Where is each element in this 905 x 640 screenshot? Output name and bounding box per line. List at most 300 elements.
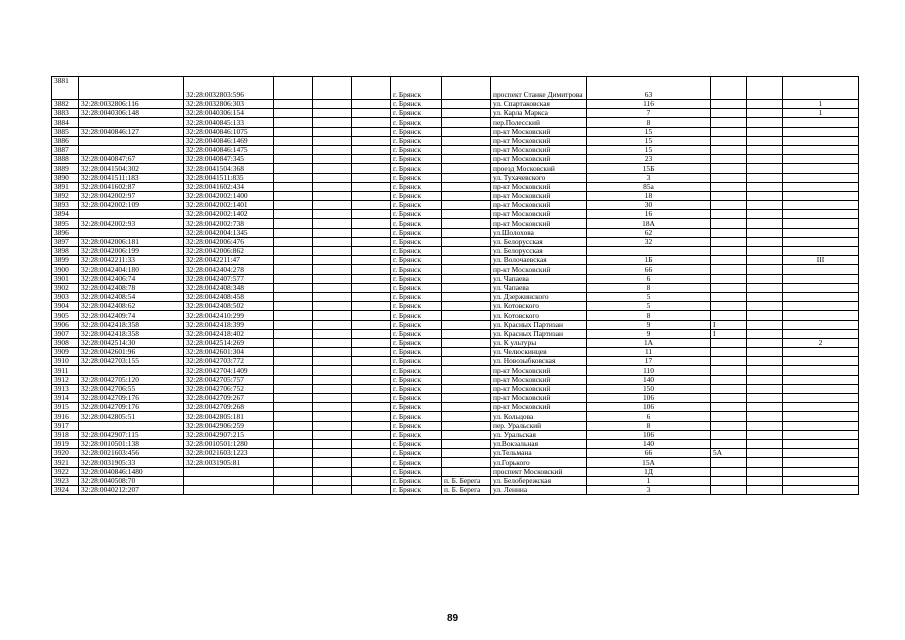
old-cadastral-number: 32:28:0042601:96 [79, 348, 184, 357]
street-cell: ул. Новозыбковская [491, 357, 587, 366]
building-letter-cell [711, 421, 747, 430]
empty-cell [313, 145, 352, 154]
street-cell: пр-кт Московский [491, 210, 587, 219]
house-number-cell: 15Б [587, 164, 711, 173]
empty-cell [352, 366, 391, 375]
city-cell: г. Брянск [391, 467, 442, 476]
table-row [52, 219, 859, 228]
empty-cell [313, 100, 352, 109]
district-cell [442, 357, 491, 366]
table-row [52, 201, 859, 210]
row-number: 3910 [52, 357, 79, 366]
empty-cell [747, 256, 783, 265]
building-letter-cell: I [711, 320, 747, 329]
table-row [52, 247, 859, 256]
empty-cell [352, 136, 391, 145]
house-number-cell: 15 [587, 136, 711, 145]
extra-number-cell [783, 265, 859, 274]
empty-cell [313, 164, 352, 173]
empty-cell [352, 210, 391, 219]
empty-cell [274, 311, 313, 320]
city-cell: г. Брянск [391, 100, 442, 109]
house-number-cell: 5 [587, 302, 711, 311]
building-letter-cell [711, 412, 747, 421]
empty-cell [352, 421, 391, 430]
empty-cell [313, 375, 352, 384]
empty-cell [352, 292, 391, 301]
city-cell: г. Брянск [391, 292, 442, 301]
district-cell [442, 458, 491, 467]
empty-cell [313, 329, 352, 338]
empty-cell [352, 274, 391, 283]
old-cadastral-number: 32:28:0040212:207 [79, 485, 184, 494]
empty-cell [747, 210, 783, 219]
old-cadastral-number: 32:28:0040306:148 [79, 109, 184, 118]
cadastral-number: 32:28:0040845:133 [184, 118, 274, 127]
empty-cell [747, 476, 783, 485]
street-cell: ул. Кольцова [491, 412, 587, 421]
empty-cell [274, 77, 313, 100]
row-number: 3894 [52, 210, 79, 219]
cadastral-number: 32:28:0042709:267 [184, 394, 274, 403]
building-letter-cell [711, 182, 747, 191]
empty-cell [313, 210, 352, 219]
district-cell [442, 283, 491, 292]
old-cadastral-number: 32:28:0042805:51 [79, 412, 184, 421]
row-number: 3918 [52, 430, 79, 439]
building-letter-cell [711, 77, 747, 100]
building-letter-cell: 5А [711, 449, 747, 458]
table-row [52, 421, 859, 430]
empty-cell [274, 338, 313, 347]
city-cell: г. Брянск [391, 283, 442, 292]
empty-cell [747, 201, 783, 210]
old-cadastral-number: 32:28:0042418:358 [79, 329, 184, 338]
building-letter-cell [711, 357, 747, 366]
district-cell [442, 329, 491, 338]
empty-cell [352, 320, 391, 329]
empty-cell [274, 118, 313, 127]
street-cell: пр-кт Московский [491, 136, 587, 145]
street-cell: ул. Красных Партизан [491, 329, 587, 338]
empty-cell [313, 366, 352, 375]
cadastral-number: 32:28:0042002:1402 [184, 210, 274, 219]
empty-cell [274, 201, 313, 210]
table-row [52, 375, 859, 384]
cadastral-number: 32:28:0031905:81 [184, 458, 274, 467]
empty-cell [274, 467, 313, 476]
house-number-cell: 9 [587, 320, 711, 329]
extra-number-cell [783, 366, 859, 375]
district-cell [442, 256, 491, 265]
empty-cell [313, 109, 352, 118]
extra-number-cell [783, 476, 859, 485]
empty-cell [747, 302, 783, 311]
house-number-cell: 9 [587, 329, 711, 338]
cadastral-number: 32:28:0042906:259 [184, 421, 274, 430]
street-cell: проспект Станке Димитрова [491, 77, 587, 100]
street-cell: ул.Вокзальная [491, 439, 587, 448]
cadastral-number: 32:28:0042408:458 [184, 292, 274, 301]
old-cadastral-number: 32:28:0042404:180 [79, 265, 184, 274]
empty-cell [747, 145, 783, 154]
empty-cell [747, 182, 783, 191]
cadastral-number: 32:28:0040846:1469 [184, 136, 274, 145]
empty-cell [274, 485, 313, 494]
house-number-cell: 1Д [587, 467, 711, 476]
empty-cell [274, 265, 313, 274]
empty-cell [274, 329, 313, 338]
old-cadastral-number: 32:28:0042006:199 [79, 247, 184, 256]
empty-cell [274, 449, 313, 458]
house-number-cell: 11 [587, 348, 711, 357]
cadastral-number: 32:28:0040306:154 [184, 109, 274, 118]
city-cell: г. Брянск [391, 237, 442, 246]
empty-cell [747, 228, 783, 237]
street-cell: проезд Московский [491, 164, 587, 173]
city-cell: г. Брянск [391, 127, 442, 136]
house-number-cell: 66 [587, 265, 711, 274]
house-number-cell: 150 [587, 384, 711, 393]
empty-cell [313, 274, 352, 283]
empty-cell [313, 458, 352, 467]
street-cell: ул. Тухачевского [491, 173, 587, 182]
old-cadastral-number: 32:28:0042211:33 [79, 256, 184, 265]
empty-cell [747, 136, 783, 145]
house-number-cell: 62 [587, 228, 711, 237]
street-cell: ул.Тельмана [491, 449, 587, 458]
district-cell [442, 311, 491, 320]
empty-cell [274, 219, 313, 228]
cadastral-number: 32:28:0042706:752 [184, 384, 274, 393]
row-number: 3924 [52, 485, 79, 494]
empty-cell [747, 485, 783, 494]
street-cell: пр-кт Московский [491, 145, 587, 154]
table-row [52, 320, 859, 329]
empty-cell [313, 173, 352, 182]
table-row [52, 384, 859, 393]
empty-cell [274, 357, 313, 366]
city-cell: г. Брянск [391, 375, 442, 384]
street-cell: пр-кт Московский [491, 366, 587, 375]
empty-cell [274, 191, 313, 200]
building-letter-cell [711, 283, 747, 292]
empty-cell [313, 256, 352, 265]
cadastral-number: 32:28:0042211:47 [184, 256, 274, 265]
city-cell: г. Брянск [391, 219, 442, 228]
house-number-cell: 30 [587, 201, 711, 210]
empty-cell [352, 109, 391, 118]
city-cell: г. Брянск [391, 302, 442, 311]
street-cell: пр-кт Московский [491, 155, 587, 164]
district-cell [442, 173, 491, 182]
house-number-cell: 15 [587, 145, 711, 154]
extra-number-cell [783, 136, 859, 145]
old-cadastral-number: 32:28:0042709:176 [79, 403, 184, 412]
empty-cell [313, 292, 352, 301]
old-cadastral-number: 32:28:0042706:55 [79, 384, 184, 393]
district-cell [442, 302, 491, 311]
old-cadastral-number [79, 77, 184, 100]
cadastral-number: 32:28:0042004:1345 [184, 228, 274, 237]
empty-cell [747, 164, 783, 173]
row-number: 3917 [52, 421, 79, 430]
building-letter-cell [711, 145, 747, 154]
building-letter-cell [711, 403, 747, 412]
cadastral-number [184, 467, 274, 476]
empty-cell [313, 421, 352, 430]
row-number: 3916 [52, 412, 79, 421]
row-number: 3881 [52, 77, 79, 100]
empty-cell [352, 219, 391, 228]
empty-cell [747, 247, 783, 256]
empty-cell [352, 375, 391, 384]
extra-number-cell [783, 283, 859, 292]
table-row [52, 145, 859, 154]
table-row [52, 403, 859, 412]
city-cell: г. Брянск [391, 173, 442, 182]
extra-number-cell [783, 77, 859, 100]
district-cell [442, 348, 491, 357]
city-cell: г. Брянск [391, 136, 442, 145]
empty-cell [352, 237, 391, 246]
house-number-cell: 7 [587, 109, 711, 118]
table-row [52, 136, 859, 145]
empty-cell [313, 439, 352, 448]
empty-cell [274, 247, 313, 256]
district-cell [442, 182, 491, 191]
old-cadastral-number [79, 366, 184, 375]
cadastral-number: 32:28:0042703:772 [184, 357, 274, 366]
city-cell: г. Брянск [391, 265, 442, 274]
empty-cell [747, 127, 783, 136]
empty-cell [352, 384, 391, 393]
empty-cell [274, 228, 313, 237]
city-cell: г. Брянск [391, 109, 442, 118]
building-letter-cell [711, 191, 747, 200]
extra-number-cell [783, 118, 859, 127]
empty-cell [352, 155, 391, 164]
empty-cell [313, 283, 352, 292]
row-number: 3904 [52, 302, 79, 311]
empty-cell [352, 100, 391, 109]
empty-cell [274, 403, 313, 412]
empty-cell [352, 228, 391, 237]
table-row [52, 164, 859, 173]
empty-cell [313, 182, 352, 191]
district-cell [442, 292, 491, 301]
extra-number-cell: 1 [783, 100, 859, 109]
old-cadastral-number: 32:28:0010501:138 [79, 439, 184, 448]
empty-cell [274, 182, 313, 191]
empty-cell [352, 247, 391, 256]
row-number: 3915 [52, 403, 79, 412]
extra-number-cell: 1 [783, 109, 859, 118]
building-letter-cell [711, 430, 747, 439]
city-cell: г. Брянск [391, 201, 442, 210]
empty-cell [747, 274, 783, 283]
old-cadastral-number: 32:28:0042002:109 [79, 201, 184, 210]
table-row [52, 467, 859, 476]
building-letter-cell [711, 366, 747, 375]
cadastral-number: 32:28:0042418:399 [184, 320, 274, 329]
building-letter-cell [711, 100, 747, 109]
row-number: 3907 [52, 329, 79, 338]
street-cell: ул. Дзержинского [491, 292, 587, 301]
extra-number-cell [783, 247, 859, 256]
city-cell: г. Брянск [391, 384, 442, 393]
cadastral-number: 32:28:0042002:1400 [184, 191, 274, 200]
house-number-cell: 8 [587, 118, 711, 127]
district-cell [442, 403, 491, 412]
empty-cell [274, 127, 313, 136]
district-cell [442, 366, 491, 375]
row-number: 3903 [52, 292, 79, 301]
street-cell: пр-кт Московский [491, 265, 587, 274]
empty-cell [352, 182, 391, 191]
empty-cell [352, 412, 391, 421]
building-letter-cell [711, 228, 747, 237]
district-cell: п. Б. Берега [442, 476, 491, 485]
street-cell: пер. Уральский [491, 421, 587, 430]
building-letter-cell [711, 164, 747, 173]
empty-cell [747, 265, 783, 274]
house-number-cell: 63 [587, 77, 711, 100]
district-cell [442, 274, 491, 283]
empty-cell [313, 155, 352, 164]
empty-cell [313, 394, 352, 403]
house-number-cell: 3 [587, 173, 711, 182]
row-number: 3922 [52, 467, 79, 476]
building-letter-cell [711, 173, 747, 182]
row-number: 3906 [52, 320, 79, 329]
city-cell: г. Брянск [391, 191, 442, 200]
city-cell: г. Брянск [391, 348, 442, 357]
empty-cell [274, 256, 313, 265]
house-number-cell: 85а [587, 182, 711, 191]
house-number-cell: 66 [587, 449, 711, 458]
old-cadastral-number: 32:28:0040508:70 [79, 476, 184, 485]
old-cadastral-number: 32:28:0042408:54 [79, 292, 184, 301]
district-cell [442, 219, 491, 228]
table-row [52, 210, 859, 219]
table-row [52, 191, 859, 200]
empty-cell [352, 311, 391, 320]
empty-cell [313, 77, 352, 100]
empty-cell [313, 118, 352, 127]
table-row [52, 412, 859, 421]
extra-number-cell [783, 403, 859, 412]
street-cell: пр-кт Московский [491, 182, 587, 191]
house-number-cell: 140 [587, 439, 711, 448]
empty-cell [352, 77, 391, 100]
old-cadastral-number: 32:28:0032806:116 [79, 100, 184, 109]
row-number: 3893 [52, 201, 79, 210]
house-number-cell [587, 247, 711, 256]
empty-cell [274, 274, 313, 283]
old-cadastral-number: 32:28:0040847:67 [79, 155, 184, 164]
old-cadastral-number: 32:28:0042002:97 [79, 191, 184, 200]
extra-number-cell [783, 164, 859, 173]
empty-cell [313, 191, 352, 200]
row-number: 3905 [52, 311, 79, 320]
empty-cell [747, 421, 783, 430]
empty-cell [352, 191, 391, 200]
empty-cell [352, 265, 391, 274]
cadastral-number: 32:28:0042704:1409 [184, 366, 274, 375]
row-number: 3911 [52, 366, 79, 375]
empty-cell [747, 403, 783, 412]
table-row [52, 302, 859, 311]
row-number: 3901 [52, 274, 79, 283]
row-number: 3896 [52, 228, 79, 237]
empty-cell [747, 311, 783, 320]
empty-cell [747, 394, 783, 403]
city-cell: г. Брянск [391, 256, 442, 265]
row-number: 3900 [52, 265, 79, 274]
building-letter-cell: I [711, 329, 747, 338]
empty-cell [352, 449, 391, 458]
district-cell [442, 467, 491, 476]
building-letter-cell [711, 338, 747, 347]
cadastral-number: 32:28:0042002:738 [184, 219, 274, 228]
street-cell: ул. Челюскинцев [491, 348, 587, 357]
old-cadastral-number [79, 210, 184, 219]
table-row [52, 292, 859, 301]
empty-cell [747, 366, 783, 375]
house-number-cell: 6 [587, 412, 711, 421]
table-row [52, 311, 859, 320]
cadastral-number: 32:28:0042404:278 [184, 265, 274, 274]
empty-cell [313, 228, 352, 237]
house-number-cell: 116 [587, 100, 711, 109]
cadastral-number: 32:28:0021603:1223 [184, 449, 274, 458]
empty-cell [747, 439, 783, 448]
cadastral-number: 32:28:0042705:757 [184, 375, 274, 384]
district-cell [442, 145, 491, 154]
empty-cell [352, 329, 391, 338]
extra-number-cell [783, 357, 859, 366]
house-number-cell: 110 [587, 366, 711, 375]
district-cell [442, 164, 491, 173]
district-cell [442, 210, 491, 219]
district-cell [442, 449, 491, 458]
house-number-cell: 32 [587, 237, 711, 246]
old-cadastral-number: 32:28:0042705:120 [79, 375, 184, 384]
empty-cell [747, 219, 783, 228]
building-letter-cell [711, 476, 747, 485]
empty-cell [274, 136, 313, 145]
street-cell: пр-кт Московский [491, 384, 587, 393]
row-number: 3902 [52, 283, 79, 292]
row-number: 3886 [52, 136, 79, 145]
empty-cell [352, 338, 391, 347]
empty-cell [352, 485, 391, 494]
street-cell: ул. Спартаковская [491, 100, 587, 109]
empty-cell [313, 338, 352, 347]
district-cell [442, 412, 491, 421]
extra-number-cell [783, 191, 859, 200]
building-letter-cell [711, 292, 747, 301]
cadastral-number: 32:28:0042907:215 [184, 430, 274, 439]
street-cell: ул. Чапаева [491, 274, 587, 283]
row-number: 3891 [52, 182, 79, 191]
empty-cell [313, 237, 352, 246]
empty-cell [313, 412, 352, 421]
district-cell [442, 100, 491, 109]
empty-cell [313, 320, 352, 329]
table-row [52, 237, 859, 246]
